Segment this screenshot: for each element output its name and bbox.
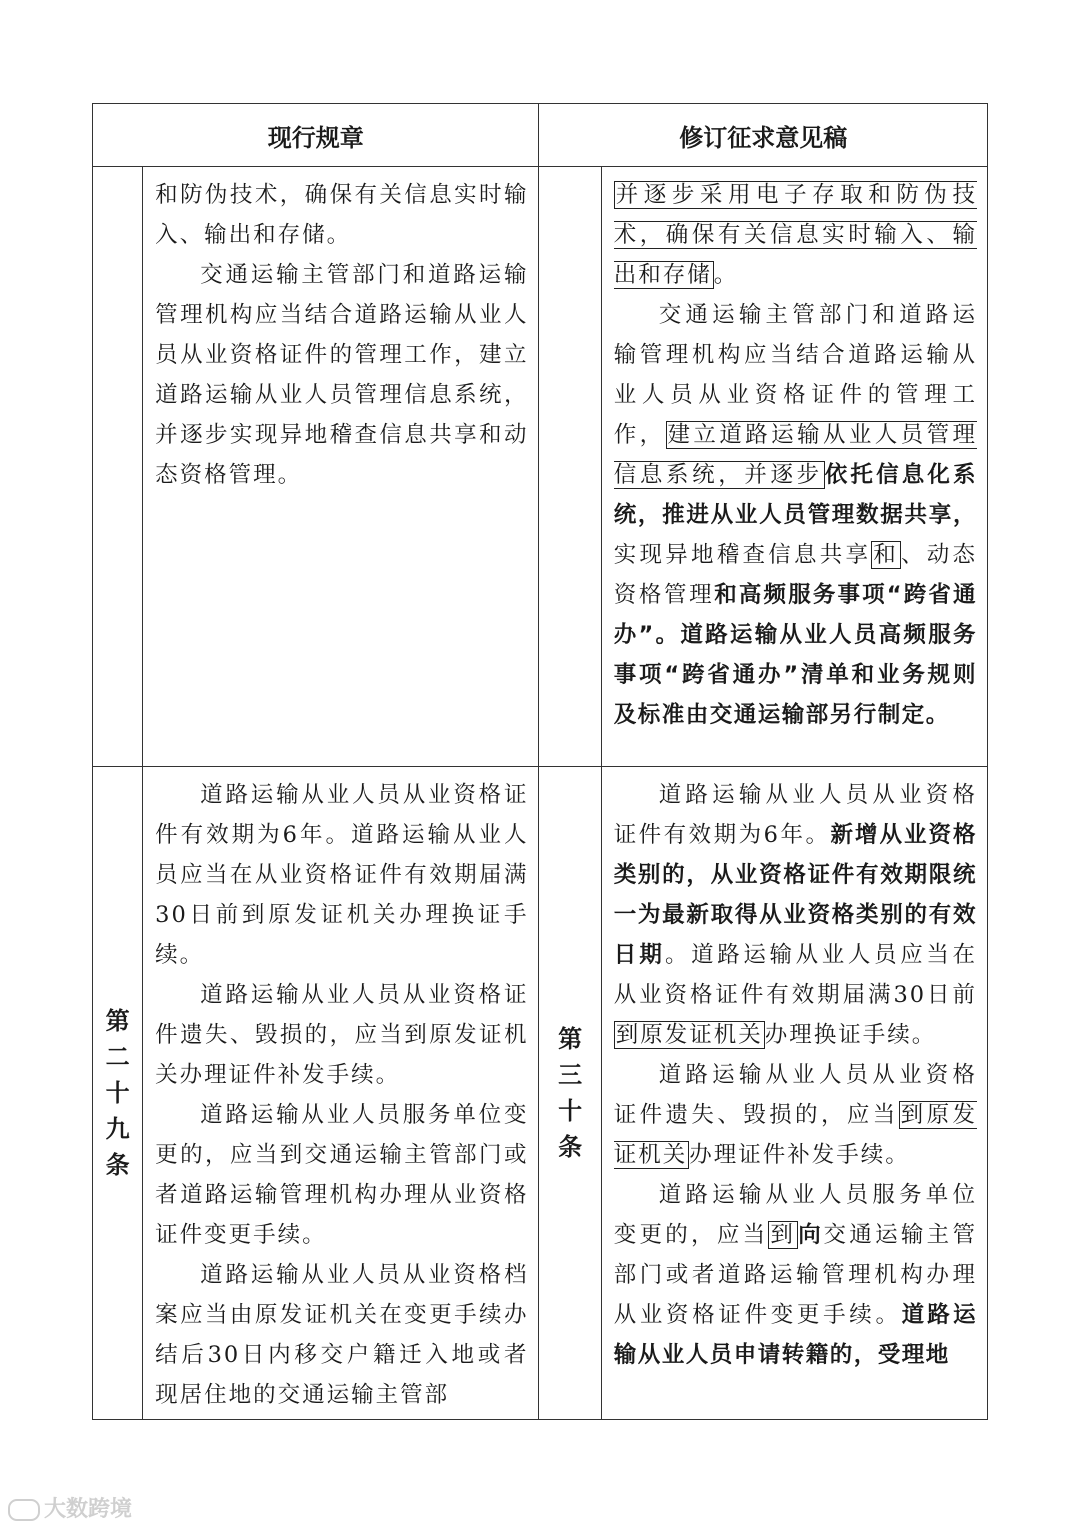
text-run: 办理证件补发手续。 [689, 1142, 910, 1168]
text-run: 道路运输从业人员服务单位变更的，应当 [613, 1182, 977, 1248]
text-run: 道路运输从业人员从业资格证件有效期为6年。道路运输从业人员应当在从业资格证件有效期届满30日前到原发证机关办理换证手续。 [155, 782, 529, 968]
article-number-right: 第三十条 [539, 767, 601, 1420]
deleted-text: 并逐步采用电子存取和防伪技术，确保有关信息实时输入、输出和存储 [613, 182, 977, 288]
deleted-text: 和 [873, 542, 899, 568]
watermark-logo-icon [8, 1499, 40, 1521]
paragraph [614, 1055, 977, 1175]
deleted-text: 到原发证机关 [613, 1102, 977, 1168]
text-run: 。道路运输从业人员应当在从业资格证件有效期届满30日前 [613, 942, 977, 1008]
current-text-cell [143, 167, 539, 767]
paragraph [155, 775, 528, 975]
paragraph [614, 1175, 977, 1375]
text-run: 道路运输从业人员从业资格证件遗失、毁损的，应当 [613, 1062, 977, 1128]
paragraph [155, 255, 528, 495]
paragraph [155, 1255, 528, 1415]
paragraph [155, 1095, 528, 1255]
text-run: 交通运输主管部门和道路运输管理机构应当结合道路运输从业人员从业资格证件的管理工作， [613, 302, 977, 448]
text-run: 道路运输从业人员从业资格证件遗失、毁损的，应当到原发证机关办理证件补发手续。 [155, 982, 529, 1088]
article-number-left: 第二十九条 [93, 767, 143, 1420]
text-run: 道路运输从业人员从业资格证件有效期为6年。 [613, 782, 977, 848]
table-row [93, 167, 988, 767]
table-row [93, 767, 988, 1420]
added-text: 新增从业资格类别的，从业资格证件有效期限统一为最新取得从业资格类别的有效日期 [613, 822, 977, 968]
watermark-text: 大数跨境 [44, 1497, 133, 1522]
watermark [8, 1492, 132, 1523]
added-text: 道路运输从业人员申请转籍的，受理地 [613, 1302, 977, 1368]
paragraph [155, 975, 528, 1095]
paragraph [614, 295, 977, 735]
text-run: 道路运输从业人员服务单位变更的，应当到交通运输主管部门或者道路运输管理机构办理从业资格证件变更手续。 [155, 1102, 529, 1248]
revised-text-cell [601, 767, 987, 1420]
deleted-text: 到 [770, 1222, 797, 1248]
text-run: 办理换证手续。 [764, 1022, 937, 1048]
text-run: 和防伪技术，确保有关信息实时输入、输出和存储。 [155, 182, 529, 248]
article-number-right [539, 167, 601, 767]
paragraph [155, 175, 528, 255]
text-run: 交通运输主管部门或者道路运输管理机构办理从业资格证件变更手续。 [613, 1222, 977, 1328]
added-text: 依托信息化系统，推进从业人员管理数据共享， [613, 462, 977, 528]
header-current-regulation: 现行规章 [93, 104, 539, 167]
paragraph [614, 775, 977, 1055]
revised-text-cell [601, 167, 987, 767]
text-run: 。 [713, 262, 739, 288]
paragraph [614, 175, 977, 295]
header-revised-draft: 修订征求意见稿 [539, 104, 988, 167]
text-run: 、动态资格管理 [613, 542, 977, 608]
current-text-cell [143, 767, 539, 1420]
added-text: 和高频服务事项“跨省通办”。道路运输从业人员高频服务事项“跨省通办”清单和业务规则及标准由交通运输部另行制定。 [613, 582, 977, 728]
deleted-text: 到原发证机关 [615, 1022, 763, 1048]
text-run: 道路运输从业人员从业资格档案应当由原发证机关在变更手续办结后30日内移交户籍迁入地或者现居住地的交通运输主管部 [155, 1262, 529, 1408]
text-run: 交通运输主管部门和道路运输管理机构应当结合道路运输从业人员从业资格证件的管理工作，建立道路运输从业人员管理信息系统，并逐步实现异地稽查信息共享和动态资格管理。 [155, 262, 529, 488]
table-header-row [93, 104, 988, 167]
text-run: 实现异地稽查信息共享 [613, 542, 872, 568]
article-number-left [93, 167, 143, 767]
added-text: 向 [798, 1222, 824, 1248]
comparison-table [92, 103, 988, 1420]
deleted-text: 建立道路运输从业人员管理信息系统，并逐步 [613, 422, 977, 488]
